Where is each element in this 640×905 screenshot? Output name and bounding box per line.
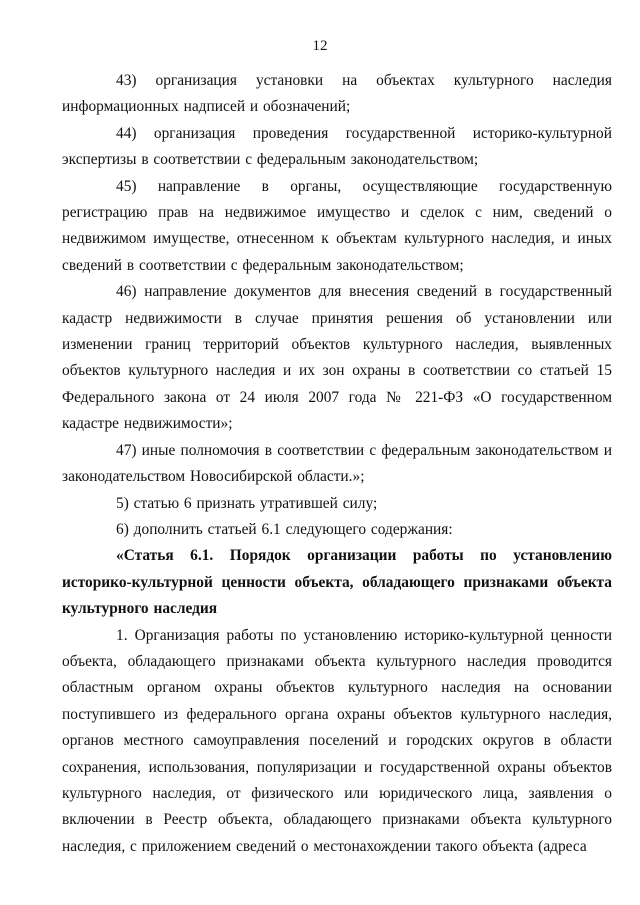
paragraph-item-6: 6) дополнить статьей 6.1 следующего содержания: (116, 520, 453, 538)
paragraph-item-44: 44) организация проведения государственной историко-культурной экспертизы в соответствии с федеральным законодательством; (62, 124, 612, 169)
paragraph-item-46: 46) направление документов для внесения сведений в государственный кадастр недвижимости в случае принятия решения об установлении или изменении границ территорий объектов культурного наследия, выявленных объектов культурного наследия и их зон охраны в соответствии со статьей 15 Федерального закона от 24 июля 2007 года № 221-ФЗ «О государственном кадастре недвижимости»; (62, 283, 612, 433)
document-body (62, 68, 612, 860)
article-heading: «Статья 6.1. Порядок организации работы по установлению историко-культурной ценности объекта, обладающего признаками объекта культурного наследия (62, 547, 612, 618)
paragraph-item-43: 43) организация установки на объектах культурного наследия информационных надписей и обозначений; (62, 72, 612, 116)
paragraph-item-5: 5) статью 6 признать утратившей силу; (116, 494, 378, 512)
page-number: 12 (312, 38, 328, 54)
article-paragraph-1: 1. Организация работы по установлению историко-культурной ценности объекта, обладающего признаками объекта культурного наследия проводится областным органом охраны объектов культурного наследия на основании поступившего из федерального органа охраны объектов культурного наследия, органов местного самоуправления поселений и городских округов в области сохранения, использования, популяризации и государственной охраны объектов культурного наследия, от физического или юридического лица, заявления о включении в Реестр объекта, обладающего признаками объекта культурного наследия, с приложением сведений о местонахождении такого объекта (адреса (62, 626, 612, 855)
paragraph-item-45: 45) направление в органы, осуществляющие государственную регистрацию прав на недвижимое имущество и сделок с ним, сведений о недвижимом имуществе, отнесенном к объектам культурного наследия, и иных сведений в соответствии с федеральным законодательством; (62, 177, 612, 274)
paragraph-item-47: 47) иные полномочия в соответствии с федеральным законодательством и законодательством Новосибирской области.»; (62, 441, 612, 486)
